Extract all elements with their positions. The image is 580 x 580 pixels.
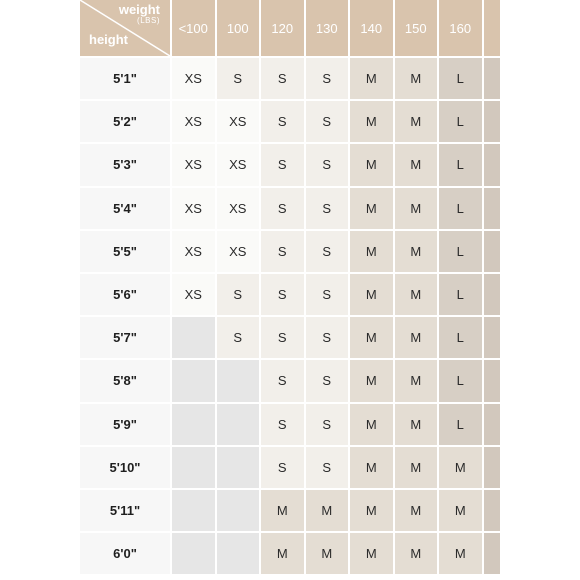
size-cell: S (261, 274, 304, 315)
column-header: <100 (172, 0, 215, 56)
column-header: 140 (350, 0, 393, 56)
size-cell-overflow (484, 101, 501, 142)
empty-size-cell (217, 360, 260, 401)
size-cell-overflow (484, 317, 501, 358)
size-cell: L (439, 317, 482, 358)
size-cell-overflow (484, 274, 501, 315)
column-header: 100 (217, 0, 260, 56)
weight-unit-label: (LBS) (137, 16, 160, 25)
size-cell: M (395, 317, 438, 358)
size-cell: XS (217, 231, 260, 272)
size-chart-table (80, 0, 500, 580)
size-cell: L (439, 360, 482, 401)
size-cell: M (350, 144, 393, 185)
size-cell: S (261, 188, 304, 229)
row-height-label: 5'1" (80, 58, 170, 99)
size-cell: XS (172, 101, 215, 142)
empty-size-cell (172, 360, 215, 401)
row-height-label: 5'4" (80, 188, 170, 229)
size-cell: L (439, 274, 482, 315)
size-cell: XS (217, 101, 260, 142)
size-cell-overflow (484, 360, 501, 401)
size-cell: M (306, 533, 349, 574)
size-cell: M (350, 58, 393, 99)
size-cell: S (306, 188, 349, 229)
size-cell: XS (172, 231, 215, 272)
size-cell-overflow (484, 144, 501, 185)
weight-axis-label (119, 2, 160, 25)
size-cell-overflow (484, 188, 501, 229)
size-cell: M (395, 274, 438, 315)
empty-size-cell (217, 533, 260, 574)
size-cell-overflow (484, 404, 501, 445)
size-cell: M (350, 447, 393, 488)
row-height-label: 5'5" (80, 231, 170, 272)
empty-size-cell (217, 490, 260, 531)
column-header: 120 (261, 0, 304, 56)
column-header-overflow (484, 0, 501, 56)
size-cell: M (350, 231, 393, 272)
size-cell: M (350, 317, 393, 358)
size-cell: M (350, 274, 393, 315)
row-height-label: 5'2" (80, 101, 170, 142)
size-cell: S (306, 317, 349, 358)
size-cell: S (261, 231, 304, 272)
row-height-label: 5'10" (80, 447, 170, 488)
size-cell: XS (172, 144, 215, 185)
size-cell: S (261, 404, 304, 445)
size-cell: L (439, 101, 482, 142)
size-cell: M (395, 360, 438, 401)
size-cell: S (261, 101, 304, 142)
size-cell: S (306, 447, 349, 488)
row-height-label: 6'0" (80, 533, 170, 574)
size-cell: S (217, 274, 260, 315)
size-cell: S (261, 58, 304, 99)
size-cell: S (217, 58, 260, 99)
size-cell: S (217, 317, 260, 358)
column-header: 160 (439, 0, 482, 56)
row-height-label: 5'8" (80, 360, 170, 401)
size-cell: M (395, 58, 438, 99)
empty-size-cell (172, 404, 215, 445)
empty-size-cell (172, 490, 215, 531)
size-cell: M (395, 188, 438, 229)
empty-size-cell (172, 317, 215, 358)
size-cell: M (395, 533, 438, 574)
size-cell: XS (172, 274, 215, 315)
size-cell: L (439, 144, 482, 185)
empty-size-cell (217, 447, 260, 488)
size-cell: M (350, 533, 393, 574)
size-cell: S (306, 58, 349, 99)
size-cell: M (395, 101, 438, 142)
column-header: 150 (395, 0, 438, 56)
size-cell: XS (217, 144, 260, 185)
size-cell: S (306, 231, 349, 272)
size-cell: S (306, 274, 349, 315)
size-cell: M (395, 144, 438, 185)
size-cell: M (350, 490, 393, 531)
row-height-label: 5'6" (80, 274, 170, 315)
size-cell: S (306, 144, 349, 185)
size-cell: M (261, 490, 304, 531)
size-cell: M (395, 447, 438, 488)
size-cell: XS (172, 188, 215, 229)
size-cell: S (261, 447, 304, 488)
size-cell: L (439, 404, 482, 445)
size-cell: M (439, 533, 482, 574)
size-cell: M (395, 231, 438, 272)
row-height-label: 5'9" (80, 404, 170, 445)
size-cell-overflow (484, 447, 501, 488)
size-cell: M (439, 490, 482, 531)
size-cell: S (306, 360, 349, 401)
size-cell: M (395, 404, 438, 445)
size-cell: S (306, 101, 349, 142)
size-cell: M (395, 490, 438, 531)
row-height-label: 5'3" (80, 144, 170, 185)
size-cell-overflow (484, 58, 501, 99)
size-cell: S (261, 144, 304, 185)
size-cell: XS (217, 188, 260, 229)
size-cell: M (350, 188, 393, 229)
size-cell: M (350, 360, 393, 401)
empty-size-cell (172, 533, 215, 574)
size-cell: M (439, 447, 482, 488)
column-header: 130 (306, 0, 349, 56)
size-cell: M (350, 101, 393, 142)
size-cell: M (350, 404, 393, 445)
weight-label: weight (118, 2, 160, 17)
size-cell: S (261, 360, 304, 401)
size-cell: M (261, 533, 304, 574)
row-height-label: 5'11" (80, 490, 170, 531)
size-cell: S (261, 317, 304, 358)
corner-header-cell (80, 0, 170, 56)
size-cell: L (439, 188, 482, 229)
size-cell-overflow (484, 533, 501, 574)
empty-size-cell (217, 404, 260, 445)
size-cell: S (306, 404, 349, 445)
size-cell: M (306, 490, 349, 531)
size-cell: L (439, 231, 482, 272)
size-cell: L (439, 58, 482, 99)
size-cell-overflow (484, 231, 501, 272)
height-label: height (89, 32, 128, 47)
empty-size-cell (172, 447, 215, 488)
size-cell-overflow (484, 490, 501, 531)
size-cell: XS (172, 58, 215, 99)
row-height-label: 5'7" (80, 317, 170, 358)
